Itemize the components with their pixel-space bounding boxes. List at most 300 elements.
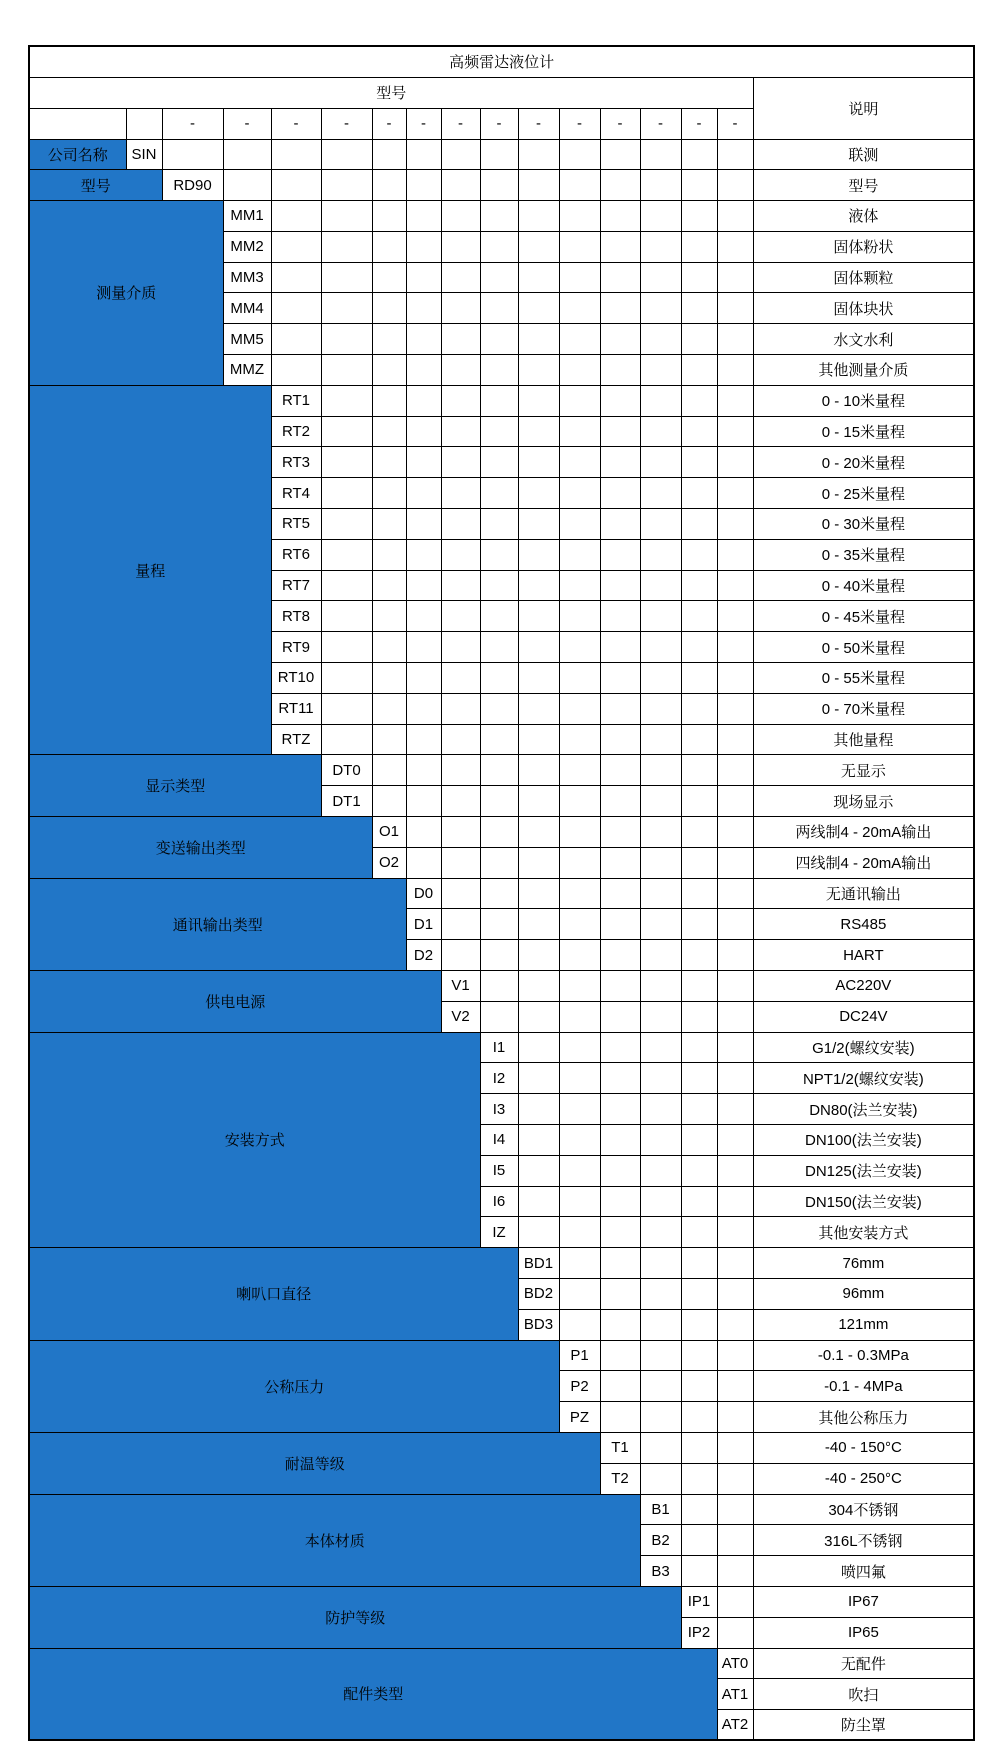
empty-cell <box>600 817 640 848</box>
empty-cell <box>559 601 600 632</box>
empty-cell <box>640 1094 681 1125</box>
code-cell: RT2 <box>271 416 321 447</box>
code-cell: RT5 <box>271 509 321 540</box>
desc-cell: 0 - 10米量程 <box>753 385 974 416</box>
empty-cell <box>559 1217 600 1248</box>
code-cell: MM5 <box>223 324 271 355</box>
empty-cell <box>480 724 518 755</box>
empty-cell <box>406 170 441 201</box>
desc-cell: RS485 <box>753 909 974 940</box>
empty-cell <box>640 170 681 201</box>
empty-cell <box>321 139 372 170</box>
empty-cell <box>321 447 372 478</box>
desc-cell: 现场显示 <box>753 786 974 817</box>
empty-cell <box>717 570 753 601</box>
empty-cell <box>372 724 406 755</box>
empty-cell <box>441 909 480 940</box>
empty-cell <box>681 1063 717 1094</box>
code-cell: BD2 <box>518 1278 559 1309</box>
empty-cell <box>717 539 753 570</box>
empty-cell <box>600 355 640 386</box>
empty-cell <box>406 416 441 447</box>
code-cell: RT11 <box>271 693 321 724</box>
empty-cell <box>518 170 559 201</box>
empty-cell <box>321 324 372 355</box>
empty-cell <box>681 1494 717 1525</box>
dash-cell: - <box>406 108 441 139</box>
empty-cell <box>518 539 559 570</box>
empty-cell <box>681 786 717 817</box>
empty-cell <box>600 1032 640 1063</box>
empty-cell <box>681 1155 717 1186</box>
empty-cell <box>717 817 753 848</box>
empty-cell <box>600 416 640 447</box>
code-cell: BD3 <box>518 1309 559 1340</box>
desc-cell: 无通讯输出 <box>753 878 974 909</box>
code-cell: B2 <box>640 1525 681 1556</box>
empty-cell <box>717 909 753 940</box>
empty-cell <box>600 170 640 201</box>
empty-cell <box>271 231 321 262</box>
spacer-cell <box>126 108 162 139</box>
empty-cell <box>518 693 559 724</box>
empty-cell <box>600 1340 640 1371</box>
desc-cell: 0 - 70米量程 <box>753 693 974 724</box>
empty-cell <box>600 940 640 971</box>
empty-cell <box>518 570 559 601</box>
empty-cell <box>480 447 518 478</box>
empty-cell <box>321 416 372 447</box>
category-cell: 供电电源 <box>29 971 441 1033</box>
empty-cell <box>441 786 480 817</box>
empty-cell <box>480 632 518 663</box>
code-cell: D0 <box>406 878 441 909</box>
empty-cell <box>441 231 480 262</box>
category-cell: 配件类型 <box>29 1648 717 1740</box>
desc-cell: 316L不锈钢 <box>753 1525 974 1556</box>
code-cell: V1 <box>441 971 480 1002</box>
empty-cell <box>559 385 600 416</box>
empty-cell <box>559 262 600 293</box>
empty-cell <box>681 755 717 786</box>
empty-cell <box>518 1125 559 1156</box>
code-cell: I4 <box>480 1125 518 1156</box>
empty-cell <box>640 878 681 909</box>
empty-cell <box>681 1125 717 1156</box>
empty-cell <box>321 509 372 540</box>
empty-cell <box>681 693 717 724</box>
code-cell: I6 <box>480 1186 518 1217</box>
empty-cell <box>600 1094 640 1125</box>
desc-cell: HART <box>753 940 974 971</box>
empty-cell <box>640 570 681 601</box>
desc-cell: 型号 <box>753 170 974 201</box>
desc-cell: DN150(法兰安装) <box>753 1186 974 1217</box>
code-cell: RD90 <box>162 170 223 201</box>
code-cell: I5 <box>480 1155 518 1186</box>
empty-cell <box>717 231 753 262</box>
empty-cell <box>480 324 518 355</box>
empty-cell <box>518 817 559 848</box>
code-cell: IP1 <box>681 1586 717 1617</box>
empty-cell <box>640 1402 681 1433</box>
empty-cell <box>717 632 753 663</box>
empty-cell <box>640 1340 681 1371</box>
code-cell: PZ <box>559 1402 600 1433</box>
desc-cell: 其他安装方式 <box>753 1217 974 1248</box>
empty-cell <box>717 355 753 386</box>
category-cell: 公司名称 <box>29 139 126 170</box>
desc-cell: 其他测量介质 <box>753 355 974 386</box>
empty-cell <box>518 509 559 540</box>
empty-cell <box>518 847 559 878</box>
empty-cell <box>518 324 559 355</box>
empty-cell <box>406 139 441 170</box>
empty-cell <box>717 786 753 817</box>
empty-cell <box>717 755 753 786</box>
code-cell: MMZ <box>223 355 271 386</box>
empty-cell <box>559 447 600 478</box>
code-cell: T2 <box>600 1463 640 1494</box>
code-cell: MM1 <box>223 201 271 232</box>
empty-cell <box>372 786 406 817</box>
empty-cell <box>441 324 480 355</box>
empty-cell <box>406 262 441 293</box>
empty-cell <box>480 755 518 786</box>
empty-cell <box>681 478 717 509</box>
category-cell: 通讯输出类型 <box>29 878 406 970</box>
category-cell: 量程 <box>29 385 271 755</box>
empty-cell <box>681 416 717 447</box>
empty-cell <box>600 693 640 724</box>
empty-cell <box>518 1186 559 1217</box>
empty-cell <box>681 1432 717 1463</box>
desc-cell: 防尘罩 <box>753 1710 974 1741</box>
empty-cell <box>559 139 600 170</box>
empty-cell <box>600 847 640 878</box>
empty-cell <box>600 478 640 509</box>
empty-cell <box>640 786 681 817</box>
empty-cell <box>717 1402 753 1433</box>
code-cell: I1 <box>480 1032 518 1063</box>
code-cell: AT2 <box>717 1710 753 1741</box>
empty-cell <box>518 940 559 971</box>
empty-cell <box>640 139 681 170</box>
code-cell: MM3 <box>223 262 271 293</box>
empty-cell <box>600 1063 640 1094</box>
desc-cell: -40 - 250°C <box>753 1463 974 1494</box>
empty-cell <box>271 170 321 201</box>
empty-cell <box>441 632 480 663</box>
empty-cell <box>321 355 372 386</box>
empty-cell <box>640 817 681 848</box>
empty-cell <box>559 878 600 909</box>
empty-cell <box>480 262 518 293</box>
empty-cell <box>600 909 640 940</box>
dash-cell: - <box>559 108 600 139</box>
empty-cell <box>681 355 717 386</box>
dash-cell: - <box>223 108 271 139</box>
empty-cell <box>717 1186 753 1217</box>
empty-cell <box>441 570 480 601</box>
code-cell: P2 <box>559 1371 600 1402</box>
empty-cell <box>480 786 518 817</box>
empty-cell <box>681 201 717 232</box>
code-cell: AT1 <box>717 1679 753 1710</box>
empty-cell <box>640 1309 681 1340</box>
empty-cell <box>681 1186 717 1217</box>
empty-cell <box>681 509 717 540</box>
table-title: 高频雷达液位计 <box>29 46 974 77</box>
empty-cell <box>441 139 480 170</box>
empty-cell <box>480 293 518 324</box>
empty-cell <box>717 1248 753 1279</box>
empty-cell <box>372 355 406 386</box>
empty-cell <box>600 1402 640 1433</box>
empty-cell <box>681 909 717 940</box>
empty-cell <box>717 1001 753 1032</box>
code-cell: V2 <box>441 1001 480 1032</box>
empty-cell <box>717 1432 753 1463</box>
desc-cell: 吹扫 <box>753 1679 974 1710</box>
empty-cell <box>518 1001 559 1032</box>
desc-cell: IP65 <box>753 1617 974 1648</box>
empty-cell <box>717 724 753 755</box>
empty-cell <box>681 170 717 201</box>
desc-cell: -0.1 - 4MPa <box>753 1371 974 1402</box>
empty-cell <box>372 663 406 694</box>
empty-cell <box>640 909 681 940</box>
empty-cell <box>717 1617 753 1648</box>
empty-cell <box>372 385 406 416</box>
desc-cell: 76mm <box>753 1248 974 1279</box>
empty-cell <box>681 139 717 170</box>
empty-cell <box>717 293 753 324</box>
desc-cell: 喷四氟 <box>753 1556 974 1587</box>
empty-cell <box>717 1063 753 1094</box>
desc-cell: 其他量程 <box>753 724 974 755</box>
empty-cell <box>600 1278 640 1309</box>
code-cell: IP2 <box>681 1617 717 1648</box>
empty-cell <box>717 1278 753 1309</box>
empty-cell <box>559 509 600 540</box>
desc-cell: 其他公称压力 <box>753 1402 974 1433</box>
empty-cell <box>321 262 372 293</box>
desc-cell: 联测 <box>753 139 974 170</box>
empty-cell <box>717 1494 753 1525</box>
empty-cell <box>480 940 518 971</box>
empty-cell <box>717 1556 753 1587</box>
category-cell: 喇叭口直径 <box>29 1248 518 1340</box>
desc-cell: DN80(法兰安装) <box>753 1094 974 1125</box>
empty-cell <box>559 940 600 971</box>
empty-cell <box>681 601 717 632</box>
desc-cell: 无配件 <box>753 1648 974 1679</box>
code-cell: I2 <box>480 1063 518 1094</box>
empty-cell <box>717 1125 753 1156</box>
category-cell: 显示类型 <box>29 755 321 817</box>
empty-cell <box>406 601 441 632</box>
dash-cell: - <box>271 108 321 139</box>
code-cell: P1 <box>559 1340 600 1371</box>
empty-cell <box>372 293 406 324</box>
empty-cell <box>559 632 600 663</box>
empty-cell <box>717 1586 753 1617</box>
empty-cell <box>441 847 480 878</box>
empty-cell <box>518 632 559 663</box>
empty-cell <box>406 324 441 355</box>
empty-cell <box>518 909 559 940</box>
empty-cell <box>406 663 441 694</box>
desc-cell: -0.1 - 0.3MPa <box>753 1340 974 1371</box>
empty-cell <box>717 693 753 724</box>
dash-cell: - <box>518 108 559 139</box>
category-cell: 公称压力 <box>29 1340 559 1432</box>
category-cell: 测量介质 <box>29 201 223 386</box>
empty-cell <box>681 632 717 663</box>
empty-cell <box>559 693 600 724</box>
empty-cell <box>406 693 441 724</box>
dash-cell: - <box>640 108 681 139</box>
empty-cell <box>372 539 406 570</box>
empty-cell <box>406 632 441 663</box>
empty-cell <box>717 601 753 632</box>
empty-cell <box>717 324 753 355</box>
empty-cell <box>321 478 372 509</box>
empty-cell <box>372 201 406 232</box>
empty-cell <box>681 1032 717 1063</box>
empty-cell <box>600 1309 640 1340</box>
empty-cell <box>600 601 640 632</box>
empty-cell <box>717 170 753 201</box>
desc-cell: NPT1/2(螺纹安装) <box>753 1063 974 1094</box>
empty-cell <box>681 940 717 971</box>
empty-cell <box>441 878 480 909</box>
empty-cell <box>559 231 600 262</box>
empty-cell <box>480 601 518 632</box>
desc-cell: 固体粉状 <box>753 231 974 262</box>
empty-cell <box>681 293 717 324</box>
code-cell: RT6 <box>271 539 321 570</box>
code-cell: DT1 <box>321 786 372 817</box>
empty-cell <box>518 201 559 232</box>
empty-cell <box>600 324 640 355</box>
empty-cell <box>717 1463 753 1494</box>
desc-cell: DC24V <box>753 1001 974 1032</box>
empty-cell <box>681 817 717 848</box>
empty-cell <box>518 1155 559 1186</box>
desc-cell: DN125(法兰安装) <box>753 1155 974 1186</box>
desc-cell: 96mm <box>753 1278 974 1309</box>
empty-cell <box>271 355 321 386</box>
empty-cell <box>600 786 640 817</box>
empty-cell <box>681 231 717 262</box>
empty-cell <box>559 324 600 355</box>
empty-cell <box>640 1032 681 1063</box>
empty-cell <box>480 971 518 1002</box>
empty-cell <box>559 293 600 324</box>
empty-cell <box>681 447 717 478</box>
empty-cell <box>681 1340 717 1371</box>
empty-cell <box>559 1186 600 1217</box>
desc-cell: 0 - 35米量程 <box>753 539 974 570</box>
empty-cell <box>600 570 640 601</box>
empty-cell <box>559 478 600 509</box>
empty-cell <box>559 1248 600 1279</box>
empty-cell <box>559 539 600 570</box>
empty-cell <box>271 139 321 170</box>
empty-cell <box>480 355 518 386</box>
empty-cell <box>681 1001 717 1032</box>
desc-cell: DN100(法兰安装) <box>753 1125 974 1156</box>
empty-cell <box>600 878 640 909</box>
empty-cell <box>717 262 753 293</box>
empty-cell <box>441 940 480 971</box>
empty-cell <box>406 539 441 570</box>
empty-cell <box>717 971 753 1002</box>
empty-cell <box>600 139 640 170</box>
desc-cell: 0 - 55米量程 <box>753 663 974 694</box>
empty-cell <box>441 693 480 724</box>
empty-cell <box>559 971 600 1002</box>
empty-cell <box>640 1217 681 1248</box>
code-cell: B3 <box>640 1556 681 1587</box>
code-cell: DT0 <box>321 755 372 786</box>
empty-cell <box>600 1217 640 1248</box>
code-cell: AT0 <box>717 1648 753 1679</box>
category-cell: 本体材质 <box>29 1494 640 1586</box>
desc-cell: 0 - 30米量程 <box>753 509 974 540</box>
empty-cell <box>717 1094 753 1125</box>
code-cell: O2 <box>372 847 406 878</box>
empty-cell <box>518 1063 559 1094</box>
empty-cell <box>518 971 559 1002</box>
empty-cell <box>441 601 480 632</box>
category-cell: 型号 <box>29 170 162 201</box>
empty-cell <box>600 663 640 694</box>
code-cell: SIN <box>126 139 162 170</box>
dash-cell: - <box>717 108 753 139</box>
empty-cell <box>640 632 681 663</box>
empty-cell <box>640 231 681 262</box>
empty-cell <box>640 1155 681 1186</box>
code-cell: O1 <box>372 817 406 848</box>
code-cell: MM4 <box>223 293 271 324</box>
empty-cell <box>441 293 480 324</box>
empty-cell <box>321 570 372 601</box>
empty-cell <box>600 724 640 755</box>
desc-cell: 121mm <box>753 1309 974 1340</box>
empty-cell <box>321 539 372 570</box>
empty-cell <box>321 231 372 262</box>
empty-cell <box>717 847 753 878</box>
category-cell: 防护等级 <box>29 1586 681 1648</box>
code-cell: RT10 <box>271 663 321 694</box>
empty-cell <box>372 170 406 201</box>
empty-cell <box>559 663 600 694</box>
empty-cell <box>717 1340 753 1371</box>
empty-cell <box>480 817 518 848</box>
empty-cell <box>559 201 600 232</box>
empty-cell <box>681 324 717 355</box>
empty-cell <box>441 478 480 509</box>
empty-cell <box>480 139 518 170</box>
empty-cell <box>271 262 321 293</box>
empty-cell <box>640 324 681 355</box>
empty-cell <box>717 1217 753 1248</box>
empty-cell <box>559 1278 600 1309</box>
empty-cell <box>717 509 753 540</box>
